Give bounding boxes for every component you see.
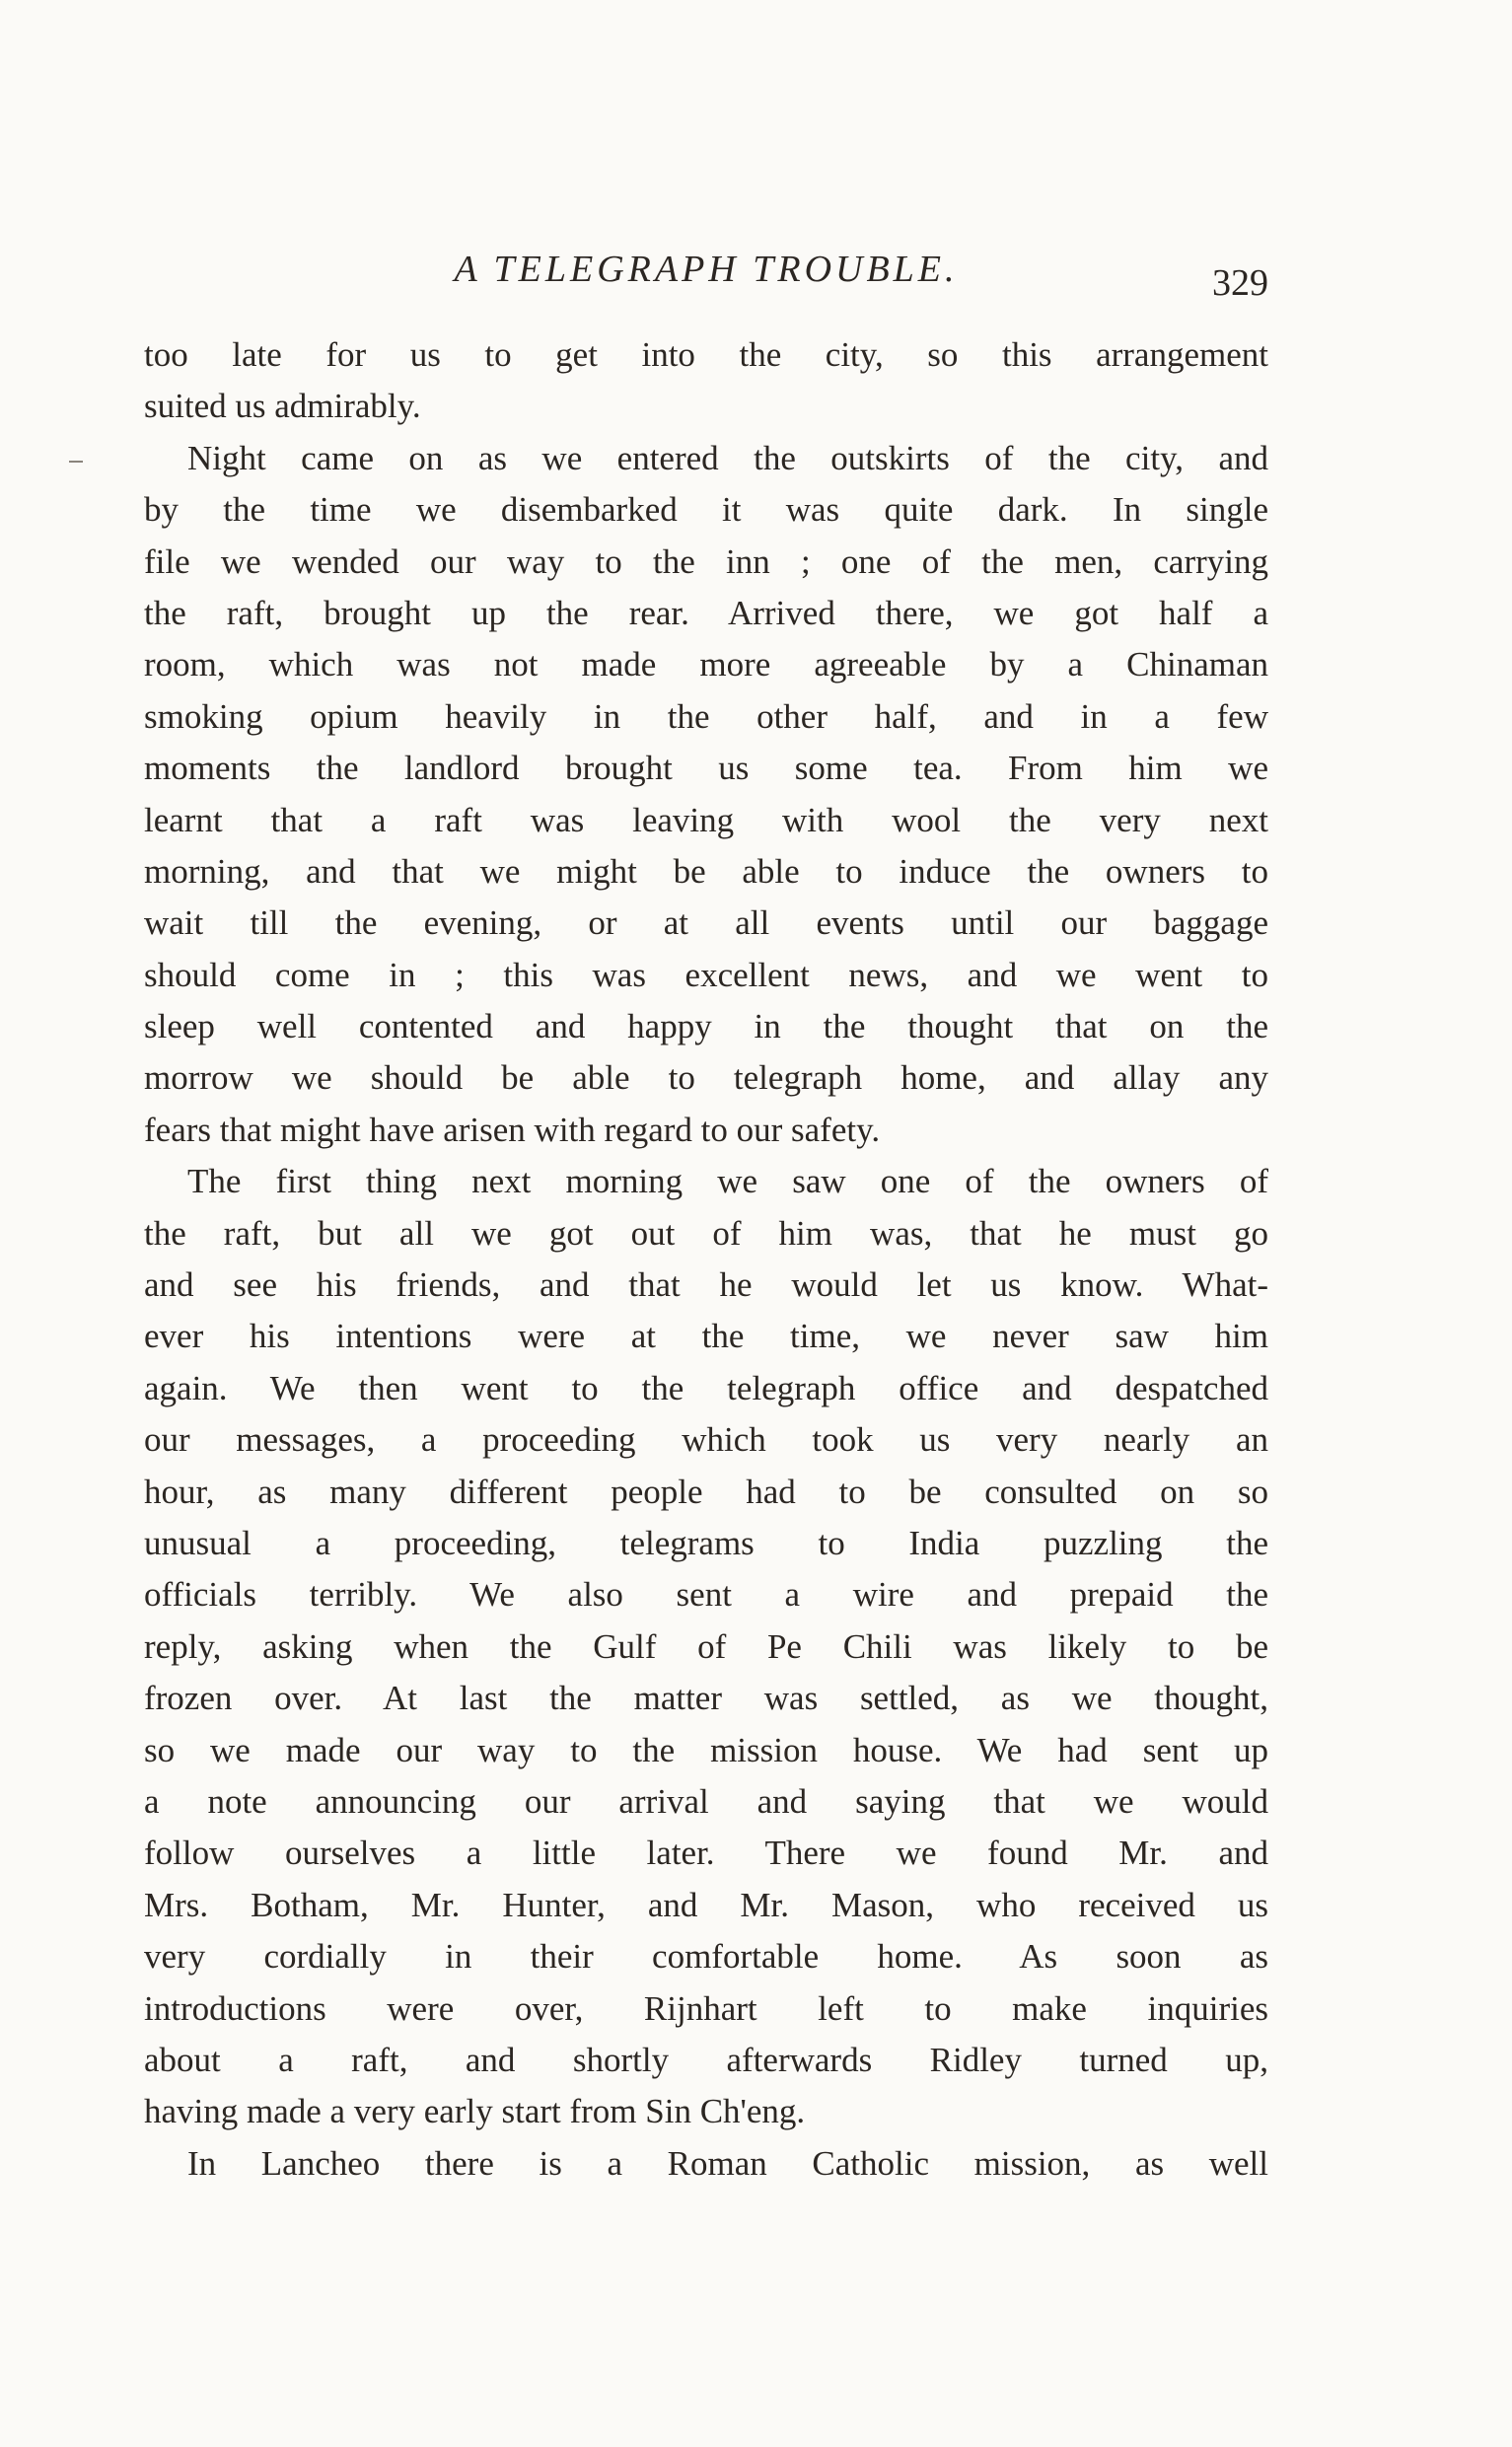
text-line: very cordially in their comfortable home. As soon as <box>144 1937 1268 1977</box>
text-line: Mrs. Botham, Mr. Hunter, and Mr. Mason, who received us <box>144 1885 1268 1924</box>
text-line: learnt that a raft was leaving with wool the very next <box>144 800 1268 839</box>
text-line: wait till the evening, or at all events until our baggage <box>144 903 1268 943</box>
text-line: Night came on as we entered the outskirts of the city, and <box>187 438 1268 477</box>
text-line: file we wended our way to the inn ; one of the men, carrying <box>144 541 1268 581</box>
text-line: unusual a proceeding, telegrams to India puzzling the <box>144 1523 1268 1562</box>
text-line: the raft, brought up the rear. Arrived there, we got half a <box>144 593 1268 632</box>
text-line: ever his intentions were at the time, we never saw him <box>144 1317 1268 1356</box>
page-number: 329 <box>1212 262 1268 304</box>
running-title: A TELEGRAPH TROUBLE. <box>454 249 959 290</box>
text-line: suited us admirably. <box>144 387 421 426</box>
text-line: having made a very early start from Sin Ch'eng. <box>144 2092 806 2131</box>
text-line: follow ourselves a little later. There we found Mr. and <box>144 1834 1268 1873</box>
text-line: our messages, a proceeding which took us very nearly an <box>144 1420 1268 1460</box>
text-line: again. We then went to the telegraph office and despatched <box>144 1368 1268 1407</box>
text-line: officials terribly. We also sent a wire and prepaid the <box>144 1575 1268 1615</box>
text-line: introductions were over, Rijnhart left to make inquiries <box>144 1988 1268 2028</box>
text-line: reply, asking when the Gulf of Pe Chili was likely to be <box>144 1626 1268 1666</box>
running-head <box>144 245 1268 304</box>
text-line: by the time we disembarked it was quite dark. In single <box>144 490 1268 530</box>
text-line: smoking opium heavily in the other half, and in a few <box>144 696 1268 736</box>
text-line: too late for us to get into the city, so this arrangement <box>144 335 1268 374</box>
text-line: about a raft, and shortly afterwards Ridley turned up, <box>144 2040 1268 2079</box>
text-line: fears that might have arisen with regard to our safety. <box>144 1110 881 1149</box>
margin-mark <box>69 461 83 463</box>
text-line: the raft, but all we got out of him was, that he must go <box>144 1213 1268 1253</box>
body-text <box>144 329 1268 2190</box>
text-line: morrow we should be able to telegraph home, and allay any <box>144 1058 1268 1098</box>
text-line: a note announcing our arrival and saying that we would <box>144 1781 1268 1821</box>
text-line: room, which was not made more agreeable by a Chinaman <box>144 645 1268 684</box>
text-line: In Lancheo there is a Roman Catholic mission, as well <box>187 2143 1268 2183</box>
text-line: should come in ; this was excellent news, and we went to <box>144 955 1268 994</box>
text-line: so we made our way to the mission house. We had sent up <box>144 1730 1268 1769</box>
text-line: morning, and that we might be able to induce the owners to <box>144 851 1268 891</box>
text-line: The first thing next morning we saw one of the owners of <box>187 1162 1268 1201</box>
text-line: frozen over. At last the matter was settled, as we thought, <box>144 1679 1268 1718</box>
text-line: and see his friends, and that he would let us know. What- <box>144 1265 1268 1305</box>
text-line: hour, as many different people had to be consulted on so <box>144 1472 1268 1511</box>
text-line: sleep well contented and happy in the thought that on the <box>144 1007 1268 1046</box>
text-line: moments the landlord brought us some tea. From him we <box>144 749 1268 788</box>
